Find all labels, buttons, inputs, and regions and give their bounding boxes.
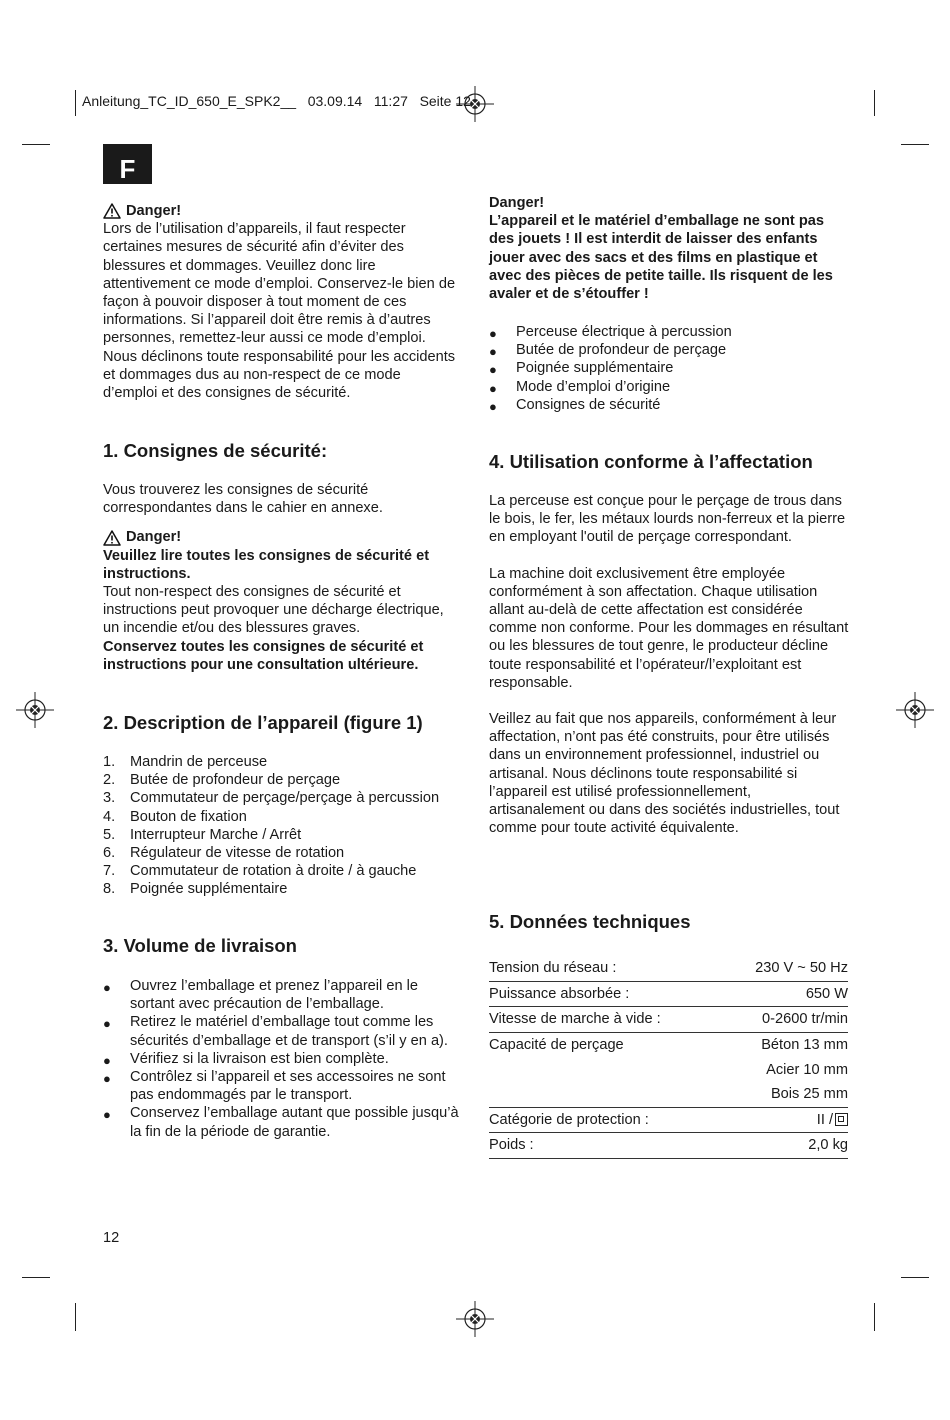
spec-value: 650 W [722, 981, 848, 1007]
registration-mark-icon [16, 692, 54, 728]
right-danger-title: Danger! [489, 195, 545, 211]
crop-mark [874, 1303, 875, 1331]
list-item: 2. Butée de profondeur de perçage [103, 772, 341, 789]
parts-list [103, 753, 459, 899]
section4-body [489, 492, 849, 837]
unpacking-steps-list [103, 977, 459, 1141]
print-slug-time: 11:27 [373, 93, 408, 109]
spec-label: Tension du réseau : [489, 956, 722, 981]
spec-value: 230 V ~ 50 Hz [722, 956, 848, 981]
list-item: 3. Commutateur de perçage/perçage à percussion [103, 790, 440, 807]
table-row [489, 981, 848, 1007]
table-row [489, 1007, 848, 1033]
bullet-icon: ● [489, 398, 497, 414]
print-slug-filename: Anleitung_TC_ID_650_E_SPK2__ [82, 93, 297, 109]
table-row [489, 1107, 848, 1133]
bullet-icon: ● [103, 1016, 111, 1032]
table-row [489, 1057, 848, 1082]
bullet-icon: ● [103, 1107, 111, 1123]
table-row [489, 1133, 848, 1159]
crop-mark [901, 144, 929, 145]
spec-value: 2,0 kg [722, 1133, 848, 1159]
spec-label: Puissance absorbée : [489, 981, 722, 1007]
crop-mark [901, 1277, 929, 1278]
list-item: ● Conservez l’emballage autant que possible jusqu’à la fin de la période de garantie. [103, 1104, 459, 1140]
bullet-icon: ● [103, 980, 111, 995]
list-item: ● Butée de profondeur de perçage [489, 341, 845, 359]
spec-value: 0-2600 tr/min [722, 1007, 848, 1033]
table-row [489, 1082, 848, 1107]
crop-mark [874, 90, 875, 116]
spec-value: Bois 25 mm [722, 1082, 848, 1107]
crop-mark [75, 90, 76, 116]
list-item: ● Perceuse électrique à percussion [489, 323, 845, 341]
table-row [489, 1032, 848, 1057]
crop-mark [75, 1303, 76, 1331]
list-item: ● Contrôlez si l’appareil et ses accessoires ne sont pas endommagés par le transport. [103, 1068, 459, 1104]
section2-heading: 2. Description de l’appareil (figure 1) [103, 712, 423, 733]
registration-mark-icon [456, 1301, 494, 1337]
list-item: 8. Poignée supplémentaire [103, 881, 288, 898]
section1-danger-title: Danger! [126, 529, 182, 546]
warning-triangle-icon [103, 530, 121, 546]
right-danger-body: L’appareil et le matériel d’emballage ne sont pas des jouets ! Il est interdit de laisser des enfants jouer avec des sacs et des films en plastique et avec des pièces de petite taille. Ils risquent de les avaler et de s’étouffer ! [489, 213, 833, 303]
list-item: 1. Mandrin de perceuse [103, 754, 268, 770]
list-item: 6. Régulateur de vitesse de rotation [103, 845, 345, 862]
spec-value: Acier 10 mm [766, 1061, 848, 1078]
bullet-icon: ● [489, 380, 497, 396]
list-item: ● Ouvrez l’emballage et prenez l’appareil en le sortant avec précaution de l’emballage. [103, 977, 459, 1013]
list-item: 7. Commutateur de rotation à droite / à gauche [103, 863, 417, 880]
crop-mark [22, 1277, 50, 1278]
section4-paragraph-1: La perceuse est conçue pour le perçage de trous dans le bois, le fer, les métaux lourds non-ferreux et la pierre en employant l'outil de perçage correspondant. [489, 493, 846, 546]
list-item: 4. Bouton de fixation [103, 808, 247, 825]
section1-body: Vous trouverez les consignes de sécurité correspondantes dans le cahier en annexe. [103, 482, 383, 517]
section4-paragraph-3: Veillez au fait que nos appareils, conformément à leur affectation, n’ont pas été construits, pour être utilisés dans un environnement professionnel, industriel ou artisanal. Nous déclinons toute responsabilité si l’appareil est utilisé professionnellement, artisanalement ou dans des sociétés industrielles, tout comme pour toute activité équivalente. [489, 711, 840, 837]
section3-heading: 3. Volume de livraison [103, 935, 297, 956]
bullet-icon: ● [103, 1052, 111, 1068]
delivery-contents-list [489, 323, 845, 414]
section1-heading: 1. Consignes de sécurité: [103, 440, 328, 461]
spec-value: Béton 13 mm [761, 1037, 848, 1054]
spec-label: Catégorie de protection : [489, 1107, 722, 1133]
section4-paragraph-2: La machine doit exclusivement être employée conformément à son affectation. Chaque utilisation allant au-delà de cette affectation est considérée comme non conforme. Pour les dommages en résultant ou les blessures de tout genre, le producteur décline toute responsabilité et l’opérateur/l’exploitant est responsable. [489, 565, 849, 691]
bullet-icon: ● [103, 1071, 111, 1087]
list-item: ● Retirez le matériel d’emballage tout comme les sécurités d’emballage et de transport (s’il y en a). [103, 1013, 459, 1049]
section1-danger-heading [103, 528, 459, 546]
intro-danger-body: Lors de l’utilisation d’appareils, il faut respecter certaines mesures de sécurité afin d’éviter des blessures et dommages. Veuillez donc lire attentivement ce mode d’emploi. Conservez-le bien de façon à pouvoir disposer à tout moment de ces informations. Si l’appareil doit être remis à d’autres personnes, remettez-leur aussi ce mode d’emploi. Nous déclinons toute responsabilité pour les accidents et dommages dus au non-respect de ce mode d’emploi et des consignes de sécurité. [103, 221, 456, 402]
section1-body-block [103, 481, 459, 674]
section1-danger-bold-1: Veuillez lire toutes les consignes de sécurité et instructions. [103, 547, 430, 582]
list-item: 5. Interrupteur Marche / Arrêt [103, 826, 302, 843]
intro-danger-heading [103, 202, 459, 220]
print-slug-line [82, 93, 471, 109]
list-item: ● Consignes de sécurité [489, 396, 845, 414]
section1-danger-text: Tout non-respect des consignes de sécurité et instructions peut provoquer une décharge électrique, un incendie et/ou des blessures graves. [103, 584, 444, 637]
protection-class-ii-icon [835, 1113, 848, 1126]
warning-triangle-icon [103, 203, 121, 219]
list-item: ● Mode d’emploi d’origine [489, 378, 845, 396]
spec-value: II / [816, 1111, 833, 1128]
bullet-icon: ● [489, 344, 497, 360]
language-tab: F [103, 144, 152, 184]
bullet-icon: ● [489, 362, 497, 378]
spec-label: Capacité de perçage [489, 1037, 624, 1054]
spec-label: Poids : [489, 1133, 722, 1159]
spec-value-cell [722, 1107, 848, 1133]
bullet-icon: ● [489, 326, 497, 341]
technical-data-table [489, 956, 848, 1159]
intro-danger-block [103, 202, 459, 402]
intro-danger-title: Danger! [126, 203, 182, 219]
registration-mark-icon [896, 692, 934, 728]
list-item: ● Vérifiez si la livraison est bien complète. [103, 1050, 459, 1068]
table-row [489, 956, 848, 981]
section5-heading: 5. Données techniques [489, 911, 691, 932]
right-danger-block [489, 194, 849, 303]
list-item: ● Poignée supplémentaire [489, 359, 845, 377]
page-number: 12 [103, 1230, 120, 1246]
section4-heading: 4. Utilisation conforme à l’affectation [489, 451, 813, 472]
section1-danger-bold-2: Conservez toutes les consignes de sécurité et instructions pour une consultation ultérieure. [103, 638, 424, 673]
spec-label: Vitesse de marche à vide : [489, 1007, 722, 1033]
print-slug-page: Seite 12 [419, 93, 471, 109]
print-slug-date: 03.09.14 [307, 93, 363, 109]
crop-mark [22, 144, 50, 145]
